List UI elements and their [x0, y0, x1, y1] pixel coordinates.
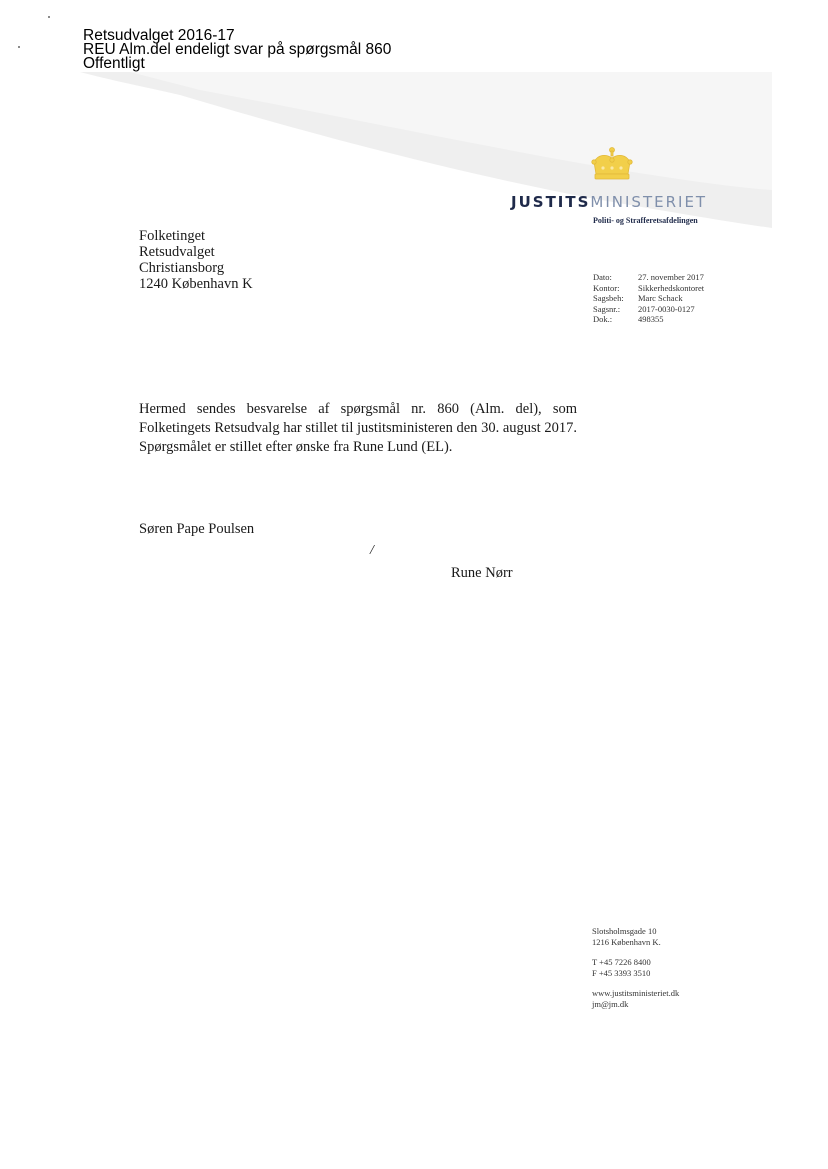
archive-stamp	[83, 29, 391, 71]
stamp-document-title: REU Alm.del endeligt svar på spørgsmål 860	[83, 41, 392, 58]
meta-label: Sagsbeh:	[593, 293, 624, 303]
meta-label: Sagsnr.:	[593, 303, 621, 314]
recipient-line: Retsudvalget	[139, 244, 215, 260]
footer-fax: F +45 3393 3510	[592, 967, 651, 978]
stamp-committee: Retsudvalget 2016-17	[83, 27, 235, 44]
footer-city: 1216 København K.	[592, 936, 661, 947]
recipient-line: Folketinget	[139, 228, 206, 244]
wordmark-light: MINISTERIET	[590, 193, 708, 211]
meta-row	[593, 283, 704, 294]
case-metadata	[593, 272, 704, 325]
meta-row	[593, 304, 704, 315]
footer-street: Slotsholmsgade 10	[592, 926, 657, 936]
scan-speck	[18, 46, 20, 48]
recipient-line: Christiansborg	[139, 260, 225, 276]
minister-signature: Søren Pape Poulsen	[139, 521, 255, 537]
meta-value: 498355	[638, 314, 664, 324]
meta-value: Marc Schack	[638, 293, 683, 303]
recipient-line: 1240 København K	[139, 276, 253, 292]
stamp-status: Offentligt	[83, 55, 145, 72]
official-signature: Rune Nørr	[451, 565, 513, 581]
department-name: Politi- og Strafferetsafdelingen	[593, 216, 698, 225]
meta-row	[593, 293, 704, 304]
meta-value: Sikkerhedskontoret	[638, 282, 705, 293]
meta-row	[593, 314, 704, 325]
footer-email-link[interactable]: jm@jm.dk	[592, 998, 629, 1009]
meta-label: Dato:	[593, 272, 612, 282]
scan-speck	[48, 16, 50, 18]
footer-website-link[interactable]: www.justitsministeriet.dk	[592, 988, 680, 998]
ministry-wordmark	[511, 193, 707, 211]
footer-phone: T +45 7226 8400	[592, 957, 651, 967]
meta-label: Dok.:	[593, 314, 613, 324]
crown-icon	[588, 146, 636, 186]
wordmark-bold: JUSTITS	[511, 193, 591, 211]
meta-value: 27. november 2017	[638, 272, 704, 282]
signature-separator: /	[370, 543, 374, 558]
recipient-address	[139, 228, 253, 292]
meta-label: Kontor:	[593, 282, 620, 293]
meta-value: 2017-0030-0127	[638, 303, 695, 314]
footer-contact	[592, 926, 679, 1009]
meta-row	[593, 272, 704, 283]
body-paragraph: Hermed sendes besvarelse af spørgsmål nr. 860 (Alm. del), som Folketingets Retsudvalg har stillet til justitsministeren den 30. august 2017. Spørgsmålet er stillet efter ønske fra Rune Lund (EL).	[139, 401, 577, 455]
